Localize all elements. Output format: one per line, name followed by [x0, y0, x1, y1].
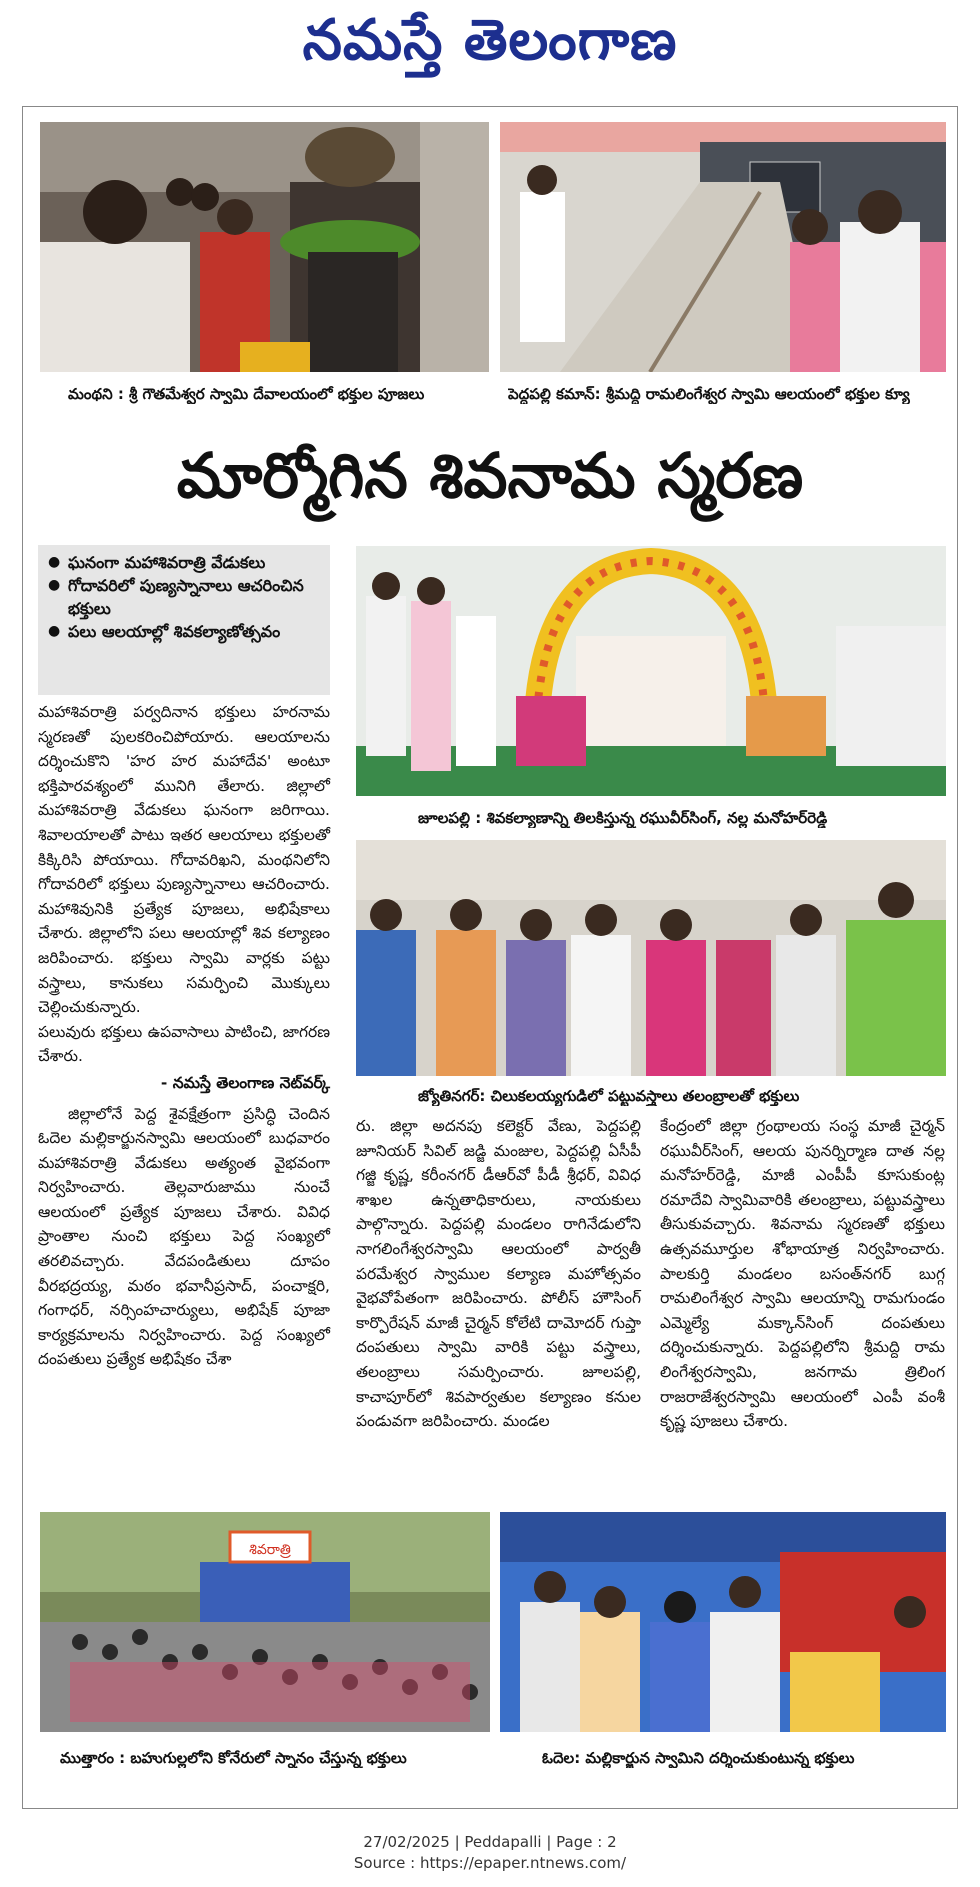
masthead — [0, 0, 980, 86]
photo-peddapalli-queue — [500, 122, 946, 372]
article-col1-body: జిల్లాలోనే పెద్ద శైవక్షేత్రంగా ప్రసిద్ధి చెందిన ఓదెల మల్లికార్జునస్వామి ఆలయంలో బుధవారం మహాశివరాత్రి వేడుకలు అత్యంత వైభవంగా నిర్వహించారు. తెల్లవారుజాము నుంచే ఆలయంలో ప్రత్యేక పూజలు చేశారు. వివిధ ప్రాంతాల నుంచి భక్తులు పెద్ద సంఖ్యలో తరలివచ్చారు. వేదపండితులు దూపం వీరభద్రయ్య, మఠం భవానీప్రసాద్, పంచాక్షరి, గంగాధర్, నర్సింహచార్యులు, అభిషేక్ పూజా కార్యక్రమాలను నిర్వహించారు. పెద్ద సంఖ్యలో దంపతులు ప్రత్యేక అభిషేకం చేశా — [38, 1104, 330, 1369]
article-col3-body: కేంద్రంలో జిల్లా గ్రంథాలయ సంస్థ మాజీ చైర్మన్ రఘువీర్‌సింగ్, ఆలయ పునర్నిర్మాణ దాత నల్ల మనోహర్‌రెడ్డి, మాజీ ఎంపీపీ కూసుకుంట్ల రమాదేవి స్వామివారికి తలంబ్రాలు, పట్టువస్త్రాలు తీసుకువచ్చారు. శివనామ స్మరణతో భక్తులు ఉత్సవమూర్తుల శోభాయాత్ర నిర్వహించారు. పాలకుర్తి మండలం బసంత్‌నగర్ బుగ్గ రామలింగేశ్వర స్వామి ఆలయాన్ని రామగుండం ఎమ్మెల్యే మక్కాన్‌సింగ్ దంపతులు దర్శించుకున్నారు. పెద్దపల్లిలోని శ్రీమద్ది రామ లింగేశ్వరస్వామి, జనగామ త్రిలింగ రాజరాజేశ్వరస్వామి ఆలయంలో ఎంపీ వంశీ కృష్ణ పూజలు చేశారు. — [660, 1117, 945, 1431]
photo-manthani-temple — [40, 122, 489, 372]
highlight-item: ● ఘనంగా మహాశివరాత్రి వేడుకలు — [48, 551, 320, 574]
footer-source: Source : https://epaper.ntnews.com/ — [353, 1854, 627, 1872]
article-col2-body: రు. జిల్లా అదనపు కలెక్టర్ వేణు, పెద్దపల్లి జూనియర్ సివిల్ జడ్జి మంజుల, పెద్దపల్లి ఏసీపీ గజ్జి కృష్ణ, కరీంనగర్ డీఆర్‌వో పీడీ శ్రీధర్, వివిధ శాఖల ఉన్నతాధికారులు, నాయకులు పాల్గొన్నారు. పెద్దపల్లి మండలం రాగినేడులోని నాగలింగేశ్వరస్వామి ఆలయంలో పార్వతీ పరమేశ్వర స్వాముల కల్యాణ మహోత్సవం వైభవోపేతంగా జరిపించారు. పోలీస్ హౌసింగ్ కార్పొరేషన్ మాజీ చైర్మన్ కోలేటి దామోదర్ గుప్తా దంపతులు స్వామి వారికి పట్టు వస్త్రాలు, తలంబ్రాలు సమర్పించారు. జూలపల్లి, కాచాపూర్‌లో శివపార్వతుల కల్యాణం కనుల పండువగా జరిపించారు. మండల — [356, 1117, 641, 1431]
article-column-1 — [38, 700, 330, 1372]
photo-banner-text: శివరాత్రి — [249, 1542, 291, 1558]
photo-julapalli-kalyanam — [356, 546, 946, 796]
highlight-item: ● గోదావరిలో పుణ్యస్నానాలు ఆచరించిన భక్తులు — [48, 574, 320, 620]
photo-caption-jyothinagar: జ్యోతినగర్: చిలుకలయ్యగుడిలో పట్టువస్త్రాలు తలంబ్రాలతో భక్తులు — [418, 1087, 800, 1105]
photo-caption-odela: ఓదెల: మల్లికార్జున స్వామిని దర్శించుకుంటున్న భక్తులు — [542, 1749, 855, 1767]
photo-mutharam-pond — [40, 1512, 490, 1732]
photo-caption-manthani: మంథని : శ్రీ గౌతమేశ్వర స్వామి దేవాలయంలో భక్తుల పూజలు — [68, 385, 425, 403]
article-column-3 — [660, 1114, 945, 1434]
highlight-item: ● పలు ఆలయాల్లో శివకల్యాణోత్సవం — [48, 620, 320, 643]
article-byline: - నమస్తే తెలంగాణ నెట్‌వర్క్ — [160, 1073, 330, 1092]
highlights-box — [38, 545, 330, 695]
photo-jyothinagar-devotees — [356, 840, 946, 1076]
photo-caption-julapalli: జూలపల్లి : శివకల్యాణాన్ని తిలకిస్తున్న రఘువీర్‌సింగ్, నల్ల మనోహర్‌రెడ్డి — [418, 809, 828, 827]
article-intro-2: పలువురు భక్తులు ఉపవాసాలు పాటించి, జాగరణ చేశారు. — [38, 1022, 330, 1066]
article-column-2 — [356, 1114, 641, 1434]
photo-caption-peddapalli: పెద్దపల్లి కమాన్: శ్రీమద్ది రామలింగేశ్వర స్వామి ఆలయంలో భక్తుల క్యూ — [508, 385, 910, 403]
photo-caption-mutharam: ముత్తారం : బహుగుల్లలోని కోనేరులో స్నానం చేస్తున్న భక్తులు — [60, 1749, 407, 1767]
article-intro: మహాశివరాత్రి పర్వదినాన భక్తులు హరనామ స్మరణతో పులకరించిపోయారు. ఆలయాలను దర్శించుకొని 'హర హర మహాదేవ' అంటూ భక్తిపారవశ్యంలో మునిగి తేలారు. జిల్లాలో మహాశివరాత్రి వేడుకలు ఘనంగా జరిగాయి. శివాలయాలతో పాటు ఇతర ఆలయాలు భక్తులతో కిక్కిరిసి పోయాయి. గోదావరిఖని, మంథనిలోని గోదావరిలో భక్తులు పుణ్యస్నానాలు ఆచరించారు. మహాశివునికి ప్రత్యేక పూజలు, అభిషేకాలు చేశారు. జిల్లాలోని పలు ఆలయాల్లో శివ కల్యాణం జరిపించారు. భక్తులు స్వామి వార్లకు పట్టు వస్త్రాలు, కానుకలు సమర్పించి మొక్కులు చెల్లించుకున్నారు. — [38, 703, 330, 1017]
photo-odela-temple — [500, 1512, 946, 1732]
newspaper-logo: నమస్తే తెలంగాణ — [302, 7, 678, 73]
footer-date-page: 27/02/2025 | Peddapalli | Page : 2 — [363, 1833, 617, 1851]
headline: మార్మోగిన శివనామ స్మరణ — [176, 439, 804, 512]
